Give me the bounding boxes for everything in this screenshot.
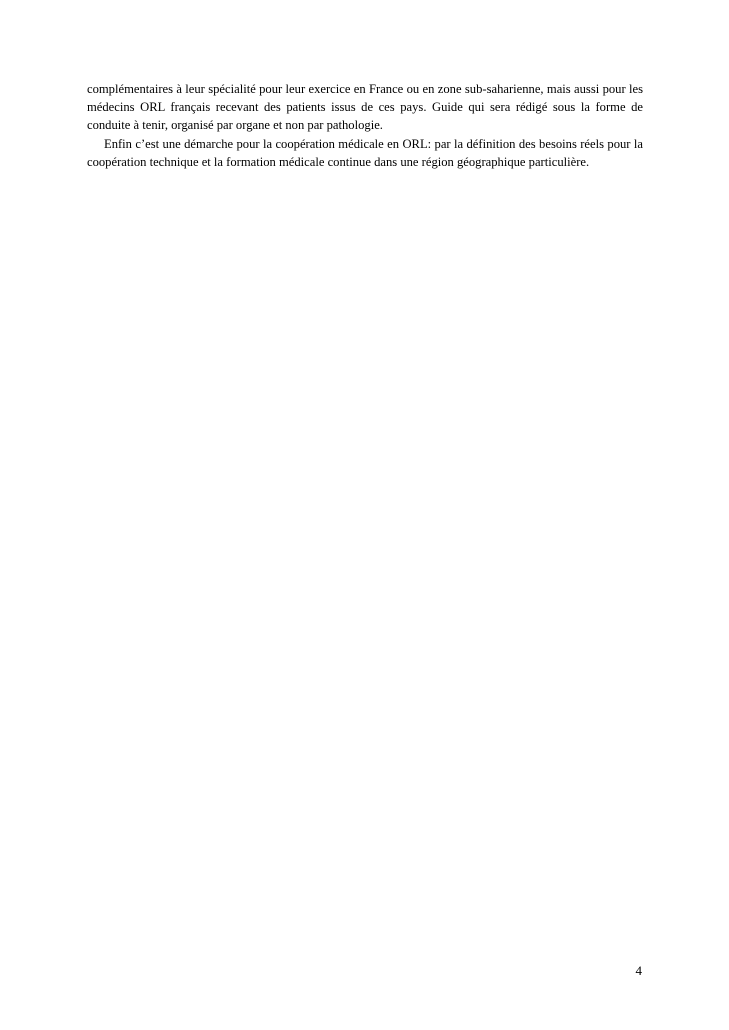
paragraph-cooperation: Enfin c’est une démarche pour la coopération médicale en ORL: par la définition des besoins réels pour la coopération technique et la formation médicale continue dans une région géographique particulière. [87, 136, 643, 169]
page-number: 4 [635, 963, 642, 978]
body-text [87, 80, 643, 171]
paragraph-continuation: complémentaires à leur spécialité pour leur exercice en France ou en zone sub-saharienne, mais aussi pour les médecins ORL français recevant des patients issus de ces pays. Guide qui sera rédigé sous la forme de conduite à tenir, organisé par organe et non par pathologie. [87, 82, 643, 133]
